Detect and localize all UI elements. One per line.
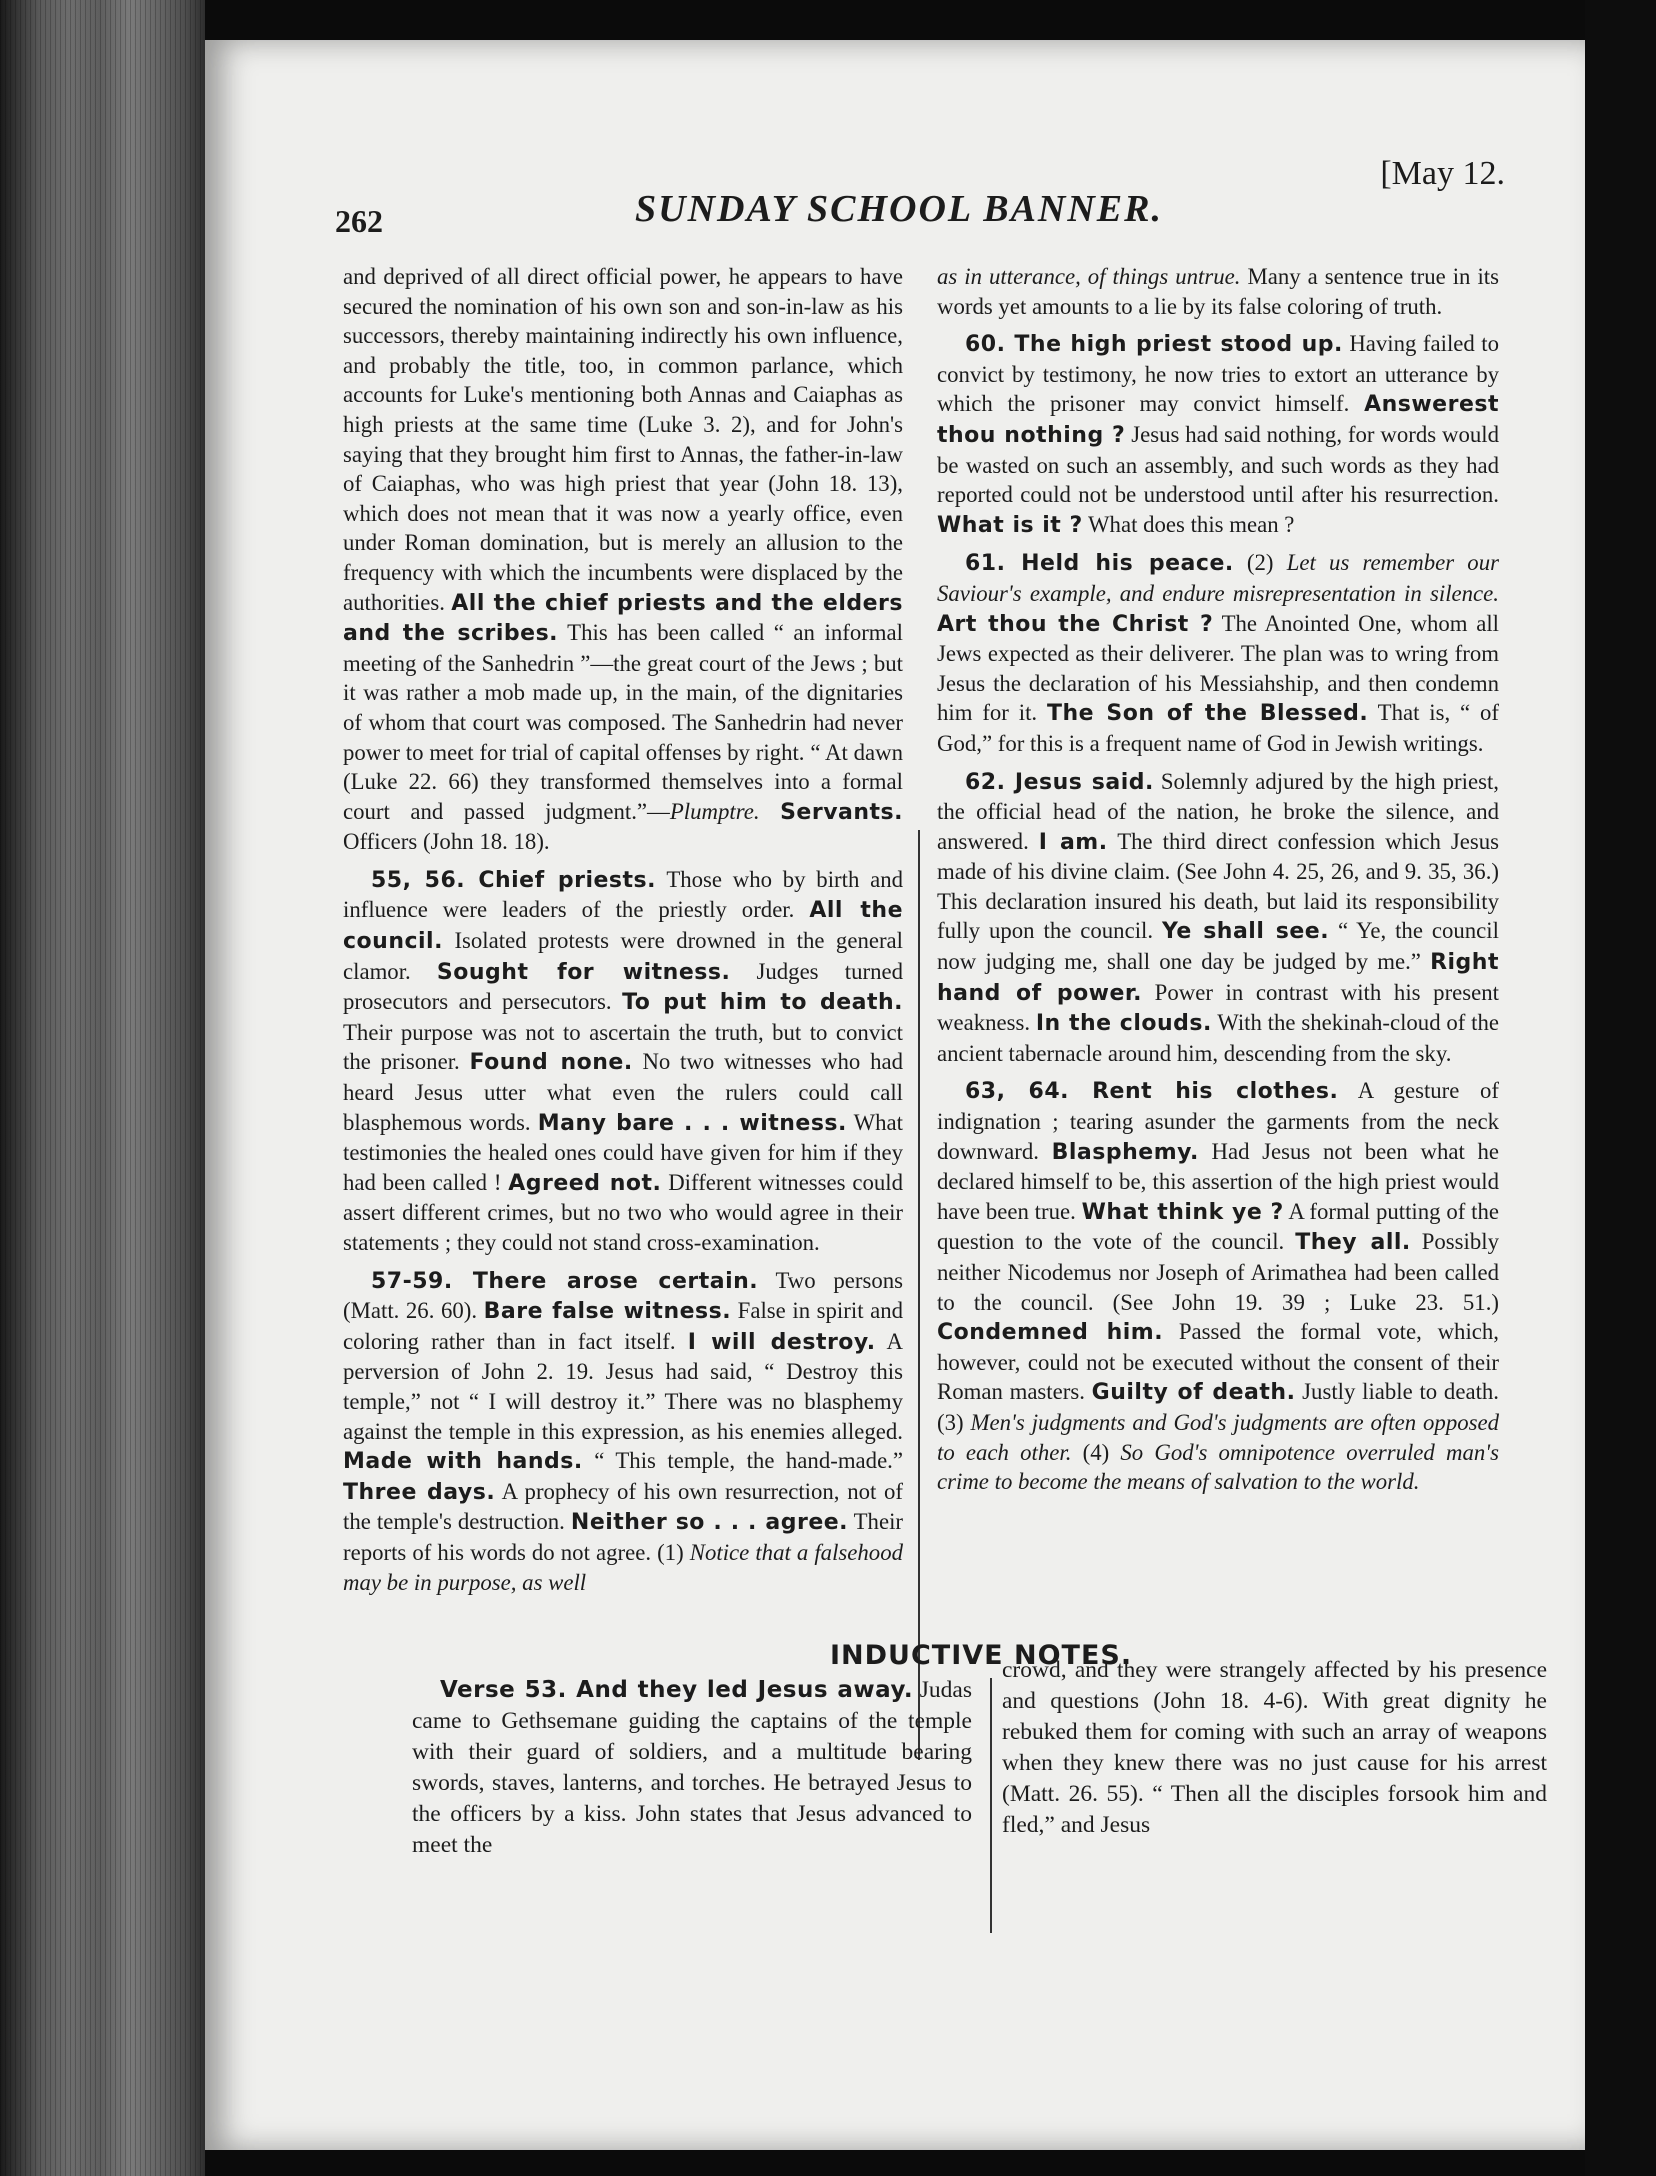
lemma: I am.: [1038, 829, 1108, 855]
text: Power in contrast with his present weakness.: [937, 979, 1499, 1036]
lemma: Sought for witness.: [436, 959, 731, 985]
text: False in spirit and coloring rather than in fact itself.: [343, 1298, 904, 1354]
lemma: What think ye ?: [1081, 1199, 1284, 1225]
text: No two witnesses who had heard Jesus utter what even the rulers could call blasphemous words.: [343, 1049, 903, 1135]
paragraph: [343, 865, 903, 1258]
lemma: All the chief priests and the elders and the scribes.: [343, 590, 903, 647]
right-column: [937, 262, 1499, 1505]
text: Judges turned prosecutors and persecutors.: [343, 958, 903, 1015]
lemma: Answerest thou nothing ?: [937, 392, 1499, 448]
text: Their purpose was not to ascertain the truth, but to convict the prisoner.: [343, 1019, 903, 1075]
book-spine: [0, 0, 205, 2176]
text: Officers (John 18. 18).: [343, 829, 550, 855]
lemma: Ye shall see.: [1161, 919, 1330, 945]
text: The Anointed One, whom all Jews expected as their deliverer. The plan was to wring from Jesus the declaration of his Messiahship, and then condemn him for it.: [937, 610, 1500, 726]
text: Had Jesus not been what he declared himself to be, this assertion of the high priest would have been true.: [937, 1138, 1500, 1224]
notes-right-column: [1002, 1655, 1547, 1849]
lemma: I will destroy.: [687, 1329, 876, 1355]
lesson-italic: So God's omnipotence overruled man's crime to become the means of salvation to the world.: [937, 1439, 1500, 1495]
text: Many a sentence true in its words yet amounts to a lie by its false coloring of truth.: [937, 264, 1499, 319]
text: Solemnly adjured by the high priest, the official head of the nation, he broke the silence, and answered.: [937, 768, 1500, 854]
lemma: Verse 53. And they led Jesus away.: [440, 1677, 914, 1703]
text: A perversion of John 2. 19. Jesus had said, “ Destroy this temple,” not “ I will destroy it.” There was no blasphemy against the temple in this expression, as his enemies alleged.: [343, 1328, 904, 1444]
text: (2): [1246, 550, 1274, 576]
facing-page-edge: [1585, 0, 1656, 2176]
text: Justly liable to death. (3): [937, 1379, 1499, 1435]
paragraph: [1002, 1655, 1547, 1841]
lemma: 55, 56. Chief priests.: [371, 867, 656, 893]
text: A formal putting of the question to the vote of the council.: [937, 1198, 1500, 1255]
text: Their reports of his words do not agree. (1): [343, 1509, 903, 1565]
text: Judas came to Gethsemane guiding the captains of the temple with their guard of soldiers, and a multitude bearing swords, staves, lanterns, and torches. He betrayed Jesus to the officers by a kiss. John states that Jesus advanced to meet the: [412, 1677, 973, 1858]
lesson-italic: Men's judgments and God's judgments are often opposed to each other.: [937, 1409, 1500, 1465]
lesson-italic: Notice that a falsehood may be in purpose, as well: [343, 1539, 904, 1595]
text: A gesture of indignation ; tearing asunder the garments from the neck downward.: [937, 1078, 1499, 1164]
paragraph: [412, 1675, 972, 1861]
left-column: [343, 262, 903, 1605]
text: With the shekinah-cloud of the ancient tabernacle around him, descending from the sky.: [937, 1010, 1500, 1066]
lemma: 57-59. There arose certain.: [371, 1268, 759, 1294]
lemma: 62. Jesus said.: [965, 769, 1154, 795]
lemma: Blasphemy.: [1051, 1139, 1199, 1165]
lemma: To put him to death.: [622, 990, 903, 1016]
lemma: Condemned him.: [937, 1320, 1164, 1346]
paragraph: [937, 548, 1499, 758]
text: This has been called “ an informal meeting of the Sanhedrin ”—the great court of the Jews ; but it was rather a mob made up, in the main, of the dignitaries of whom that court was composed. The Sanhedrin had never power to meet for trial of capital offenses by right. “ At dawn (Luke 22. 66) they transformed themselves into a formal court and passed judgment.”—: [343, 620, 903, 824]
lemma: In the clouds.: [1035, 1011, 1212, 1037]
column-rule: [990, 1678, 992, 1933]
lemma: 60. The high priest stood up.: [965, 332, 1343, 358]
lemma: Found none.: [469, 1050, 633, 1076]
text: That is, “ of God,” for this is a frequent name of God in Jewish writings.: [937, 700, 1499, 756]
text: Having failed to convict by testimony, he now tries to extort an utterance by which the prisoner may convict himself.: [937, 331, 1500, 417]
lemma: What is it ?: [937, 512, 1083, 538]
paragraph: [937, 329, 1499, 540]
text: “ Ye, the council now judging me, shall one day be judged by me.”: [937, 918, 1499, 975]
lemma: Many bare . . . witness.: [537, 1110, 847, 1136]
paragraph: [937, 767, 1499, 1069]
lemma: Right hand of power.: [937, 950, 1499, 1006]
lemma: Three days.: [343, 1479, 496, 1505]
text: The third direct confession which Jesus made of his divine claim. (See John 4. 25, 26, and 9. 35, 36.) This declaration insured his death, but laid its responsibility fully upon the council.: [937, 828, 1499, 944]
lemma: Agreed not.: [508, 1170, 662, 1196]
text: Jesus had said nothing, for words would be wasted on such an assembly, and such words as they had reported could not be understood until after his resurrection.: [937, 421, 1499, 508]
text: Those who by birth and influence were leaders of the priestly order.: [343, 866, 903, 923]
text: and deprived of all direct official power, he appears to have secured the nomination of his own son and son-in-law as his successors, thereby maintaining indirectly his own influence, and probably the title, too, in common parlance, which accounts for Luke's mentioning both Annas and Caiaphas as high priests at the same time (Luke 3. 2), and for John's saying that they brought him first to Annas, the father-in-law of Caiaphas, who was high priest that year (John 18. 13), which does not mean that it was now a yearly office, even under Roman domination, but is merely an allusion to the frequency with which the incumbents were displaced by the authorities.: [343, 264, 903, 615]
text: A prophecy of his own resurrection, not of the temple's destruction.: [343, 1478, 903, 1535]
notes-left-column: [412, 1675, 972, 1869]
inductive-notes-heading: INDUCTIVE NOTES.: [830, 1640, 1133, 1671]
running-title: SUNDAY SCHOOL BANNER.: [635, 188, 1164, 230]
column-rule: [918, 830, 920, 1760]
paragraph: [343, 262, 903, 857]
text: Isolated protests were drowned in the general clamor.: [343, 928, 903, 984]
issue-date: [May 12.: [1380, 155, 1505, 192]
lemma: Made with hands.: [343, 1449, 583, 1475]
lemma: 63, 64. Rent his clothes.: [965, 1079, 1339, 1105]
text: What testimonies the healed ones could have given for him if they had been called !: [343, 1109, 903, 1195]
citation: Plumptre.: [669, 798, 760, 824]
lesson-italic: Let us remember our Saviour's example, and endure misrepresentation in silence.: [937, 550, 1499, 606]
lesson-italic: as in utterance, of things untrue.: [937, 264, 1241, 289]
lemma: The Son of the Blessed.: [1046, 701, 1369, 727]
lemma: They all.: [1295, 1230, 1411, 1256]
text: Different witnesses could assert different crimes, but no two who would agree in their statements ; they could not stand cross-examination.: [343, 1169, 904, 1255]
lemma: Servants.: [780, 799, 904, 825]
lemma: Guilty of death.: [1091, 1380, 1296, 1406]
paragraph: [343, 1266, 903, 1598]
page-header: [335, 155, 1505, 239]
page-number: 262: [335, 203, 383, 239]
text: (4): [1082, 1439, 1110, 1465]
lemma: All the council.: [343, 898, 903, 955]
paragraph: [937, 1076, 1499, 1496]
text: crowd, and they were strangely affected by his presence and questions (John 18. 4-6). With great dignity he rebuked them for coming with such an array of weapons when they knew there was no just cause for his arrest (Matt. 26. 55). “ Then all the disciples forsook him and fled,” and Jesus: [1002, 1657, 1547, 1838]
paragraph: [937, 262, 1499, 321]
text: What does this mean ?: [1088, 511, 1295, 537]
lemma: 61. Held his peace.: [965, 551, 1234, 577]
lemma: Bare false witness.: [483, 1299, 732, 1325]
text: Passed the formal vote, which, however, could not be executed without the consent of their Roman masters.: [937, 1319, 1499, 1405]
lemma: Neither so . . . agree.: [570, 1510, 849, 1536]
text: “ This temple, the hand-made.”: [594, 1448, 904, 1474]
text: Two persons (Matt. 26. 60).: [343, 1267, 903, 1324]
text: Possibly neither Nicodemus nor Joseph of Arimathea had been called to the council. (See John 19. 39 ; Luke 23. 51.): [937, 1229, 1500, 1315]
lemma: Art thou the Christ ?: [937, 611, 1214, 637]
